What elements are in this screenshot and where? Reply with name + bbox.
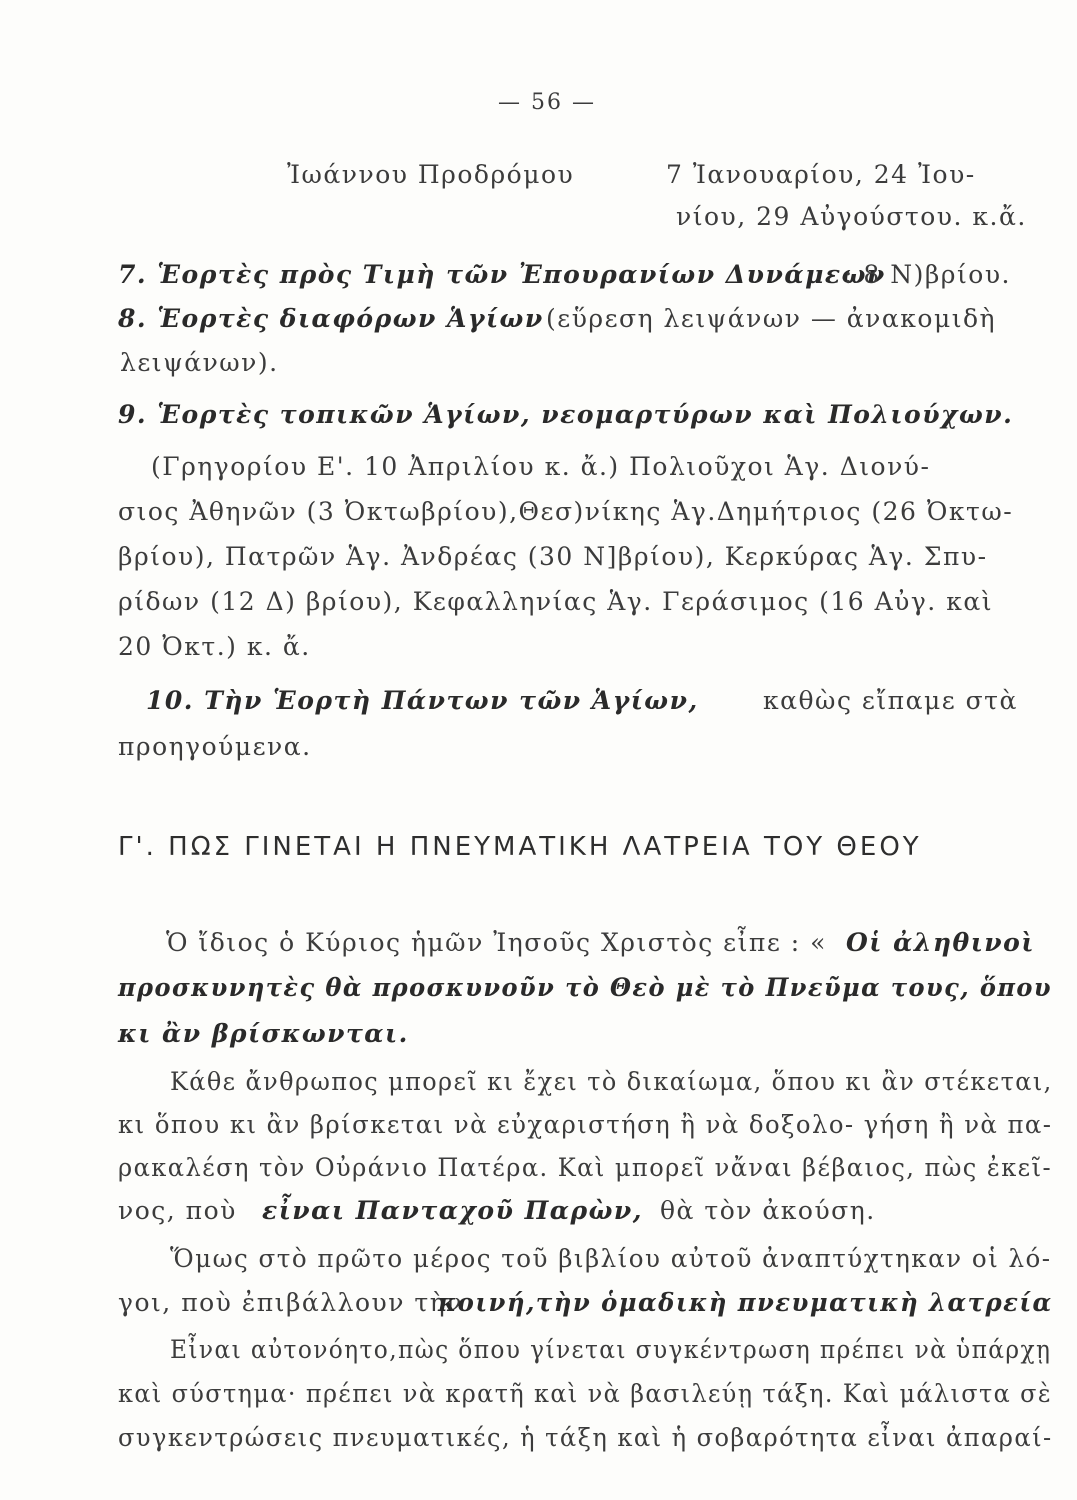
text-line: κι ὅπου κι ἂν βρίσκεται νὰ εὐχαριστήση ἢ νὰ δοξολο- γήση ἢ νὰ πα- — [118, 1110, 1053, 1139]
text-line: ρακαλέση τὸν Οὐράνιο Πατέρα. Καὶ μπορεῖ νἄναι βέβαιος, πὼς ἐκεῖ- — [118, 1153, 1053, 1182]
text-line: νος, ποὺ — [118, 1196, 237, 1225]
text-line: ρίδων (12 Δ) βρίου), Κεφαλληνίας Ἁγ. Γεράσιμος (16 Αὐγ. καὶ — [118, 587, 993, 616]
emphasis-text: κοινή,τὴν ὁμαδικὴ πνευματικὴ λατρεία — [438, 1288, 1053, 1317]
text-line: 20 Ὀκτ.) κ. ἄ. — [118, 632, 311, 661]
text-line: : 8 Ν)βρίου. — [844, 260, 1011, 289]
text-line: βρίου), Πατρῶν Ἁγ. Ἀνδρέας (30 Ν]βρίου), Κερκύρας Ἁγ. Σπυ- — [118, 542, 988, 571]
text-line: συγκεντρώσεις πνευματικές, ἡ τάξη καὶ ἡ σοβαρότητα εἶναι ἀπαραί- — [118, 1423, 1053, 1452]
section-8-heading: 8. Ἑορτὲς διαφόρων Ἁγίων — [118, 304, 544, 333]
quote-text: κι ἂν βρίσκωνται. — [118, 1019, 409, 1048]
quote-text: προσκυνητὲς θὰ προσκυνοῦν τὸ Θεὸ μὲ τὸ Πνεῦμα τους, ὅπου — [118, 973, 1053, 1002]
text-line: 7 Ἰανουαρίου, 24 Ἰου- — [666, 160, 976, 189]
section-10-heading: 10. Τὴν Ἑορτὴ Πάντων τῶν Ἁγίων, — [146, 686, 699, 715]
emphasis-text: εἶναι Πανταχοῦ Παρὼν, — [262, 1196, 643, 1225]
text-line: προηγούμενα. — [118, 732, 312, 761]
text-line: γοι, ποὺ ἐπιβάλλουν τὴν — [118, 1288, 463, 1317]
text-line: Κάθε ἄνθρωπος μπορεῖ κι ἔχει τὸ δικαίωμα, ὅπου κι ἂν στέκεται, — [170, 1067, 1053, 1096]
text-line: θὰ τὸν ἀκούση. — [660, 1196, 876, 1225]
quote-text: Οἱ ἀληθινοὶ — [846, 928, 1035, 957]
text-line: Ἰωάννου Προδρόμου — [287, 160, 575, 189]
text-line: καθὼς εἴπαμε στὰ — [763, 686, 1018, 715]
section-9-heading: 9. Ἑορτὲς τοπικῶν Ἁγίων, νεομαρτύρων καὶ Πολιούχων. — [118, 400, 1014, 429]
text-line: (Γρηγορίου Ε'. 10 Ἀπριλίου κ. ἄ.) Πολιοῦχοι Ἁγ. Διονύ- — [151, 452, 931, 481]
chapter-heading: Γ'. ΠΩΣ ΓΙΝΕΤΑΙ Η ΠΝΕΥΜΑΤΙΚΗ ΛΑΤΡΕΙΑ ΤΟΥ ΘΕΟΥ — [118, 832, 922, 862]
page-number: — 56 — — [498, 90, 596, 115]
section-7-heading: 7. Ἑορτὲς πρὸς Τιμὴ τῶν Ἐπουρανίων Δυνάμεων — [118, 260, 886, 289]
text-line: Ὅμως στὸ πρῶτο μέρος τοῦ βιβλίου αὐτοῦ ἀναπτύχτηκαν οἱ λό- — [170, 1244, 1052, 1273]
text-line: καὶ σύστημα· πρέπει νὰ κρατῆ καὶ νὰ βασιλεύῃ τάξη. Καὶ μάλιστα σὲ — [118, 1379, 1053, 1408]
text-line: λειψάνων). — [120, 348, 279, 377]
text-line: νίου, 29 Αὐγούστου. κ.ἄ. — [676, 202, 1027, 231]
text-line: σιος Ἀθηνῶν (3 Ὀκτωβρίου),Θεσ)νίκης Ἁγ.Δημήτριος (26 Ὀκτω- — [118, 497, 1014, 526]
text-line: Ὁ ἴδιος ὁ Κύριος ἡμῶν Ἰησοῦς Χριστὸς εἶπε : « — [166, 928, 827, 957]
text-line: (εὕρεση λειψάνων — ἀνακομιδὴ — [546, 304, 997, 333]
text-line: Εἶναι αὐτονόητο,πὼς ὅπου γίνεται συγκέντρωση πρέπει νὰ ὑπάρχῃ — [170, 1335, 1052, 1364]
